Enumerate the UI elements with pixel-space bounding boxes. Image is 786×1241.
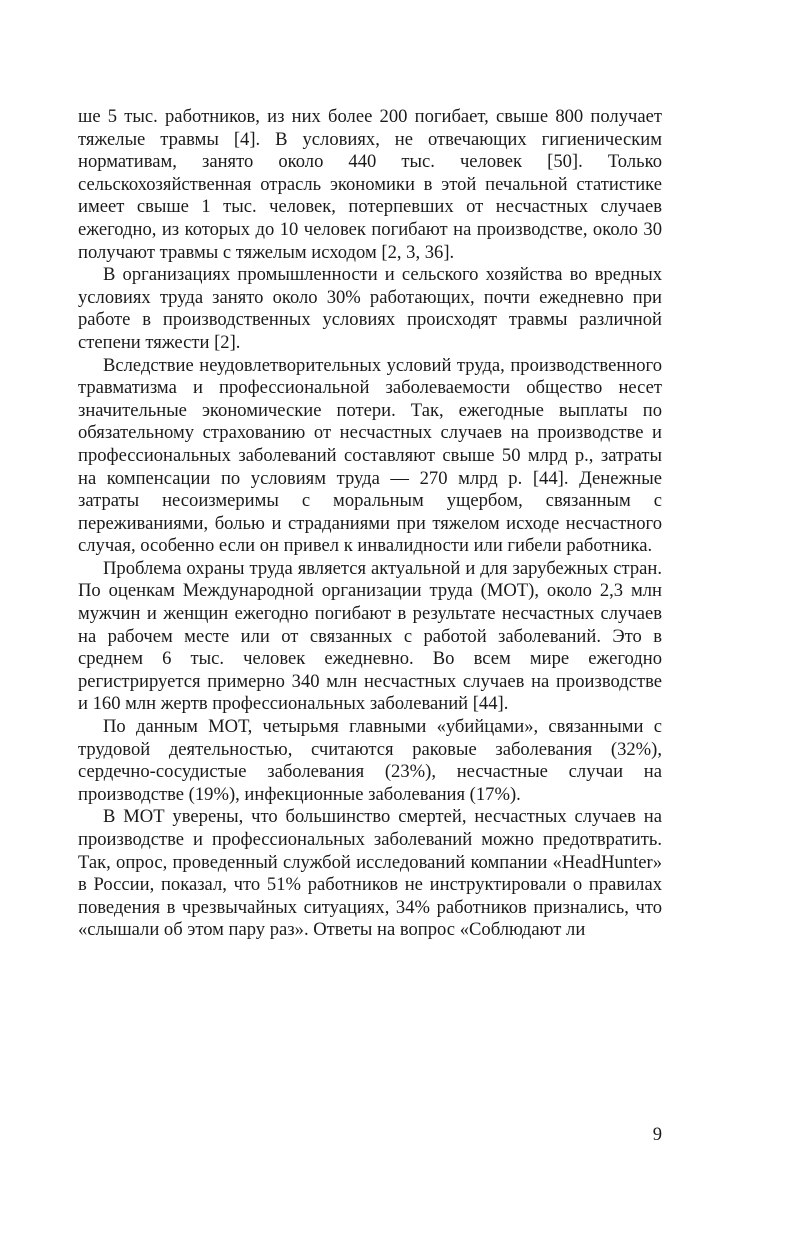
paragraph-economic-losses: Вследствие неудовлетворительных условий труда, производственного травматизма и профессиональной заболеваемости общество несет значительные экономические потери. Так, ежегодные выплаты по обязательному страхованию от несчастных случаев на производстве и профессиональных заболеваний составляют свыше 50 млрд р., затраты на компенсации по условиям труда — 270 млрд р. [44]. Денежные затраты несоизмеримы с моральным ущербом, связанным с переживаниями, болью и страданиями при тяжелом исходе несчастного случая, особенно если он привел к инвалидности или гибели работника.	[78, 354, 662, 557]
page-number: 9	[652, 1124, 662, 1145]
paragraph-continuation: ше 5 тыс. работников, из них более 200 погибает, свыше 800 получает тяжелые травмы [4]. В условиях, не отвечающих гигиеническим нормативам, занято около 440 тыс. человек [50]. Только сельскохозяйственная отрасль экономики в этой печальной статистике имеет свыше 1 тыс. человек, потерпевших от несчастных случаев ежегодно, из которых до 10 человек погибают на производстве, около 30 получают травмы с тяжелым исходом [2, 3, 36].	[78, 106, 662, 263]
paragraph-main-killers: По данным МОТ, четырьмя главными «убийцами», связанными с трудовой деятельностью, считаются раковые заболевания (32%), сердечно-сосудистые заболевания (23%), несчастные случаи на производстве (19%), инфекционные заболевания (17%).	[78, 716, 662, 805]
paragraph-foreign-countries: Проблема охраны труда является актуальной и для зарубежных стран. По оценкам Международной организации труда (МОТ), около 2,3 млн мужчин и женщин ежегодно погибают в результате несчастных случаев на рабочем месте или от связанных с работой заболеваний. Это в среднем 6 тыс. человек ежедневно. Во всем мире ежегодно регистрируется примерно 340 млн несчастных случаев на производстве и 160 млн жертв профессиональных заболеваний [44].	[78, 557, 662, 715]
paragraph-harmful-conditions: В организациях промышленности и сельского хозяйства во вредных условиях труда занято около 30% работающих, почти ежедневно при работе в производственных условиях происходят травмы различной степени тяжести [2].	[78, 264, 662, 353]
page-body	[78, 106, 662, 942]
paragraph-ilo-survey: В МОТ уверены, что большинство смертей, несчастных случаев на производстве и профессиональных заболеваний можно предотвратить. Так, опрос, проведенный службой исследований компании «HeadHunter» в России, показал, что 51% работников не инструктировали о правилах поведения в чрезвычайных ситуациях, 34% работников признались, что «слышали об этом пару раз». Ответы на вопрос «Соблюдают ли	[78, 806, 662, 941]
